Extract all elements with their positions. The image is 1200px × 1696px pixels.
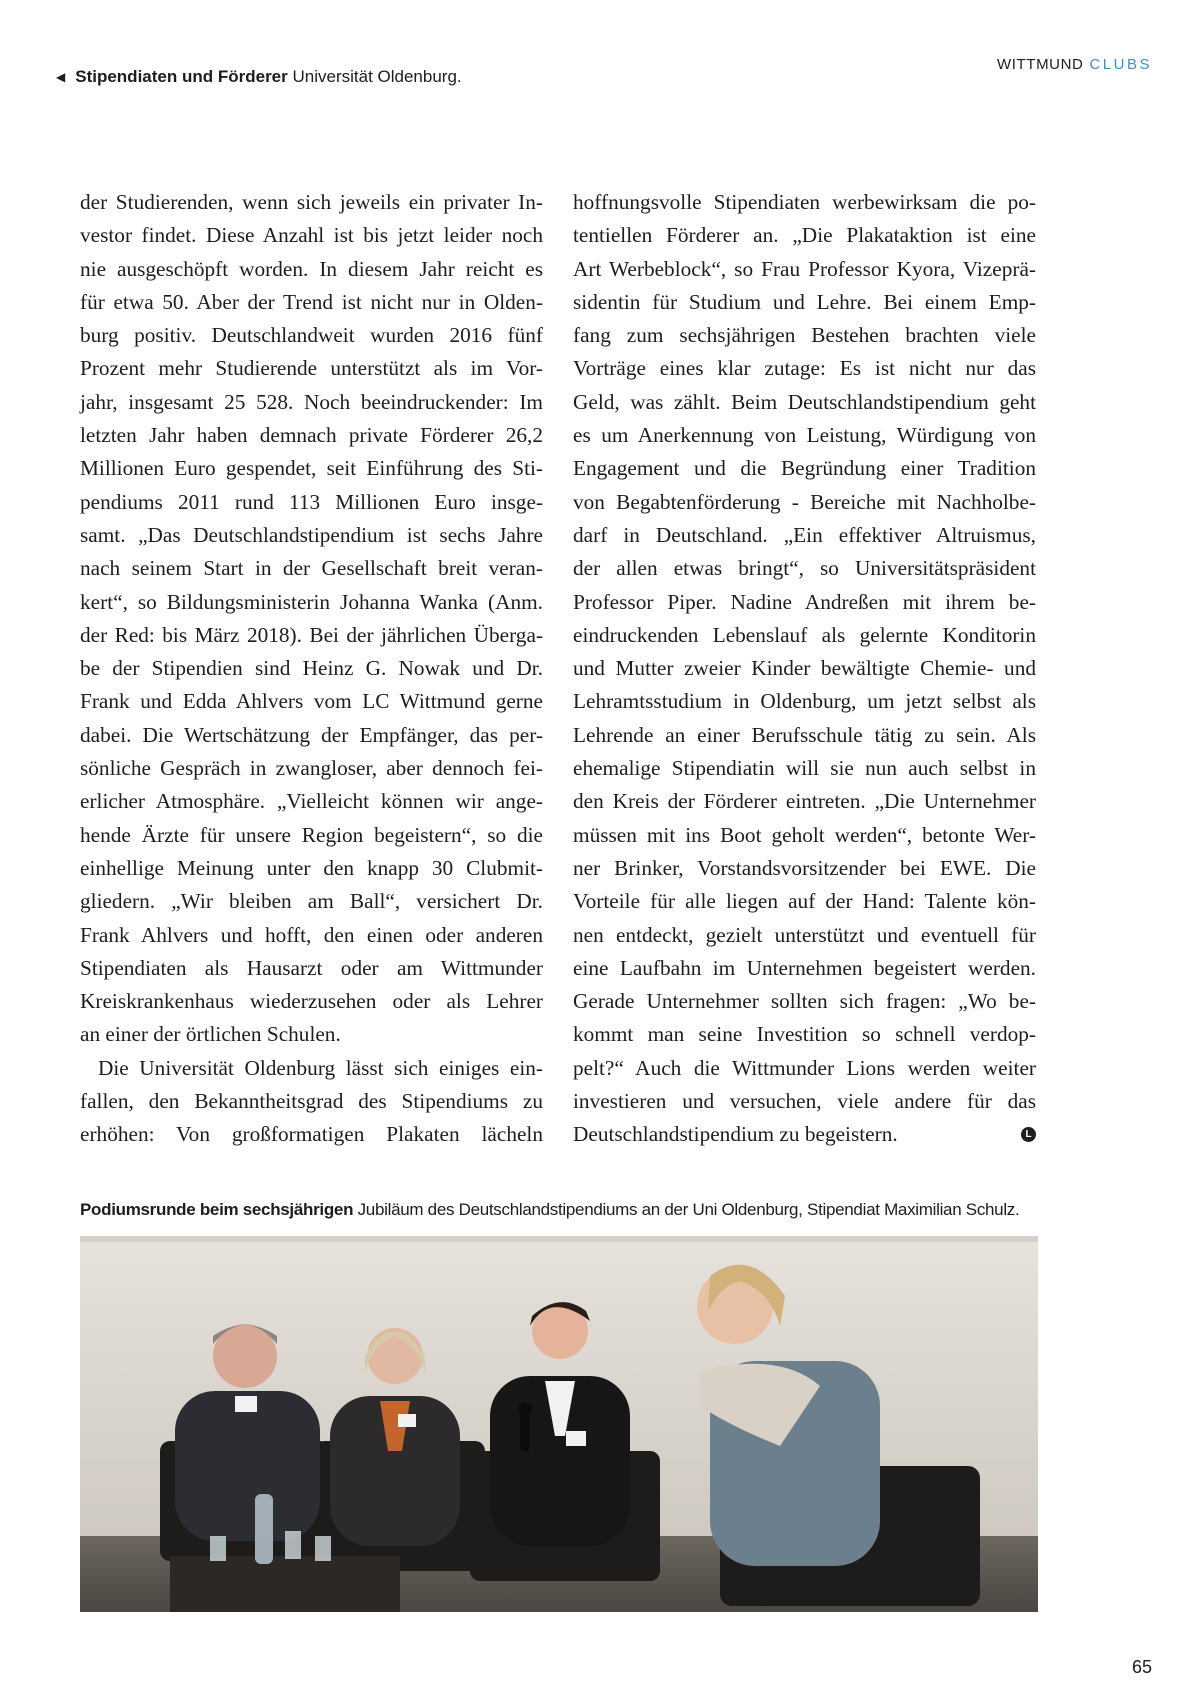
text-line: hoffnungsvolle Stipendiaten werbewirksam die po- [573,190,1036,214]
text-line: eine Laufbahn im Unternehmen begeistert werden. [573,955,1036,980]
text-line: Professor Piper. Nadine Andreßen mit ihrem be- [573,589,1036,614]
panel-discussion-photo [80,1236,1038,1612]
text-line: erhöhen: Von großformatigen Plakaten lächeln [80,1122,543,1147]
text-line: Frank Ahlvers und hofft, den einen oder anderen [80,922,543,947]
text-line: nie ausgeschöpft worden. In diesem Jahr reicht es [80,256,543,281]
text-line: Engagement und die Begründung einer Tradition [573,456,1036,481]
text-line: der Red: bis März 2018). Bei der jährlichen Überga- [80,622,543,647]
text-line: fallen, den Bekanntheitsgrad des Stipendiums zu [80,1089,543,1114]
text-line: erlicher Atmosphäre. „Vielleicht können wir ange- [80,789,543,814]
text-line: kert“, so Bildungsministerin Johanna Wanka (Anm. [80,589,543,614]
lions-end-mark-icon: L [1021,1127,1036,1142]
photo-caption [80,1200,1040,1220]
section-label-category: CLUBS [1089,56,1152,73]
photo-illustration [80,1236,1038,1612]
text-line: vestor findet. Diese Anzahl ist bis jetzt leider noch [80,223,543,248]
text-line: darf in Deutschland. „Ein effektiver Altruismus, [573,522,1036,547]
text-line: burg positiv. Deutschlandweit wurden 2016 fünf [80,323,543,348]
text-line: nen entdeckt, gezielt unterstützt und eventuell für [573,922,1036,947]
text-line: investieren und versuchen, viele andere für das [573,1089,1036,1114]
text-line: eindruckenden Lebenslauf als gelernte Konditorin [573,622,1036,647]
running-header [56,67,462,87]
text-line: tentiellen Förderer an. „Die Plakataktion ist eine [573,223,1036,248]
text-line: den Kreis der Förderer eintreten. „Die Unternehmer [573,789,1036,814]
article-column-left [80,186,543,1152]
text-line: Stipendiaten als Hausarzt oder am Wittmunder [80,955,543,980]
caption-text: Jubiläum des Deutschlandstipendiums an der Uni Oldenburg, Stipendiat Maximilian Schulz. [357,1200,1020,1219]
text-line: Art Werbeblock“, so Frau Professor Kyora, Vizeprä- [573,256,1036,281]
text-line: von Begabtenförderung - Bereiche mit Nachholbe- [573,489,1036,514]
text-line: müssen mit ins Boot geholt werden“, betonte Wer- [573,822,1036,847]
text-line: Deutschlandstipendium zu begeistern. [573,1122,898,1147]
text-line: Millionen Euro gespendet, seit Einführung des Sti- [80,456,543,481]
text-line: kommt man seine Investition so schnell verdop- [573,1022,1036,1047]
text-line: samt. „Das Deutschlandstipendium ist sechs Jahre [80,522,543,547]
last-line-wrapper [573,1118,1036,1151]
text-line: einhellige Meinung unter den knapp 30 Clubmit- [80,855,543,880]
text-line: Geld, was zählt. Beim Deutschlandstipendium geht [573,389,1036,414]
text-line: an einer der örtlichen Schulen. [80,1022,341,1047]
text-line: Kreiskrankenhaus wiederzusehen oder als Lehrer [80,989,543,1014]
text-line: Lehrende an einer Berufsschule tätig zu sein. Als [573,722,1036,747]
article-column-right [573,186,1036,1152]
text-line: Lehramtsstudium in Oldenburg, um jetzt selbst als [573,689,1036,714]
text-line: hende Ärzte für unsere Region begeistern“, so die [80,822,543,847]
text-line: der allen etwas bringt“, so Universitätspräsident [573,556,1036,581]
text-line: Prozent mehr Studierende unterstützt als im Vor- [80,356,543,381]
text-line: pendiums 2011 rund 113 Millionen Euro insge- [80,489,543,514]
text-line: be der Stipendien sind Heinz G. Nowak und Dr. [80,656,543,681]
text-line: Vorträge eines klar zutage: Es ist nicht nur das [573,356,1036,381]
text-line: Gerade Unternehmer sollten sich fragen: „Wo be- [573,989,1036,1014]
section-label-region: WITTMUND [997,56,1084,73]
text-line: der Studierenden, wenn sich jeweils ein privater In- [80,190,543,214]
text-line: Vorteile für alle liegen auf der Hand: Talente kön- [573,889,1036,914]
text-line: sidentin für Studium und Lehre. Bei einem Emp- [573,289,1036,314]
text-line: letzten Jahr haben demnach private Förderer 26,2 [80,423,543,448]
text-line: fang zum sechsjährigen Bestehen brachten viele [573,323,1036,348]
page-number: 65 [1131,1657,1152,1677]
text-line: dabei. Die Wertschätzung der Empfänger, das per- [80,722,543,747]
text-line: pelt?“ Auch die Wittmunder Lions werden weiter [573,1055,1036,1080]
section-title-bold: Stipendiaten und Förderer [75,67,288,86]
text-line: gliedern. „Wir bleiben am Ball“, versichert Dr. [80,889,543,914]
text-line: es um Anerkennung von Leistung, Würdigung von [573,423,1036,448]
text-line: ehemalige Stipendiatin will sie nun auch selbst in [573,756,1036,781]
text-line: nach seinem Start in der Gesellschaft breit veran- [80,556,543,581]
caption-bold: Podiumsrunde beim sechsjährigen [80,1200,354,1219]
text-line: jahr, insgesamt 25 528. Noch beeindruckender: Im [80,389,543,414]
text-line: und Mutter zweier Kinder bewältigte Chemie- und [573,656,1036,681]
section-title-rest: Universität Oldenburg. [292,67,462,86]
back-triangle-icon: ◀ [56,70,66,84]
section-label [997,56,1152,73]
text-line: sönliche Gespräch in zwangloser, aber dennoch fei- [80,756,543,781]
text-line: für etwa 50. Aber der Trend ist nicht nur in Olden- [80,289,543,314]
text-line: Die Universität Oldenburg lässt sich einiges ein- [98,1055,543,1080]
text-line: Frank und Edda Ahlvers vom LC Wittmund gerne [80,689,543,714]
text-line: ner Brinker, Vorstandsvorsitzender bei EWE. Die [573,855,1036,880]
